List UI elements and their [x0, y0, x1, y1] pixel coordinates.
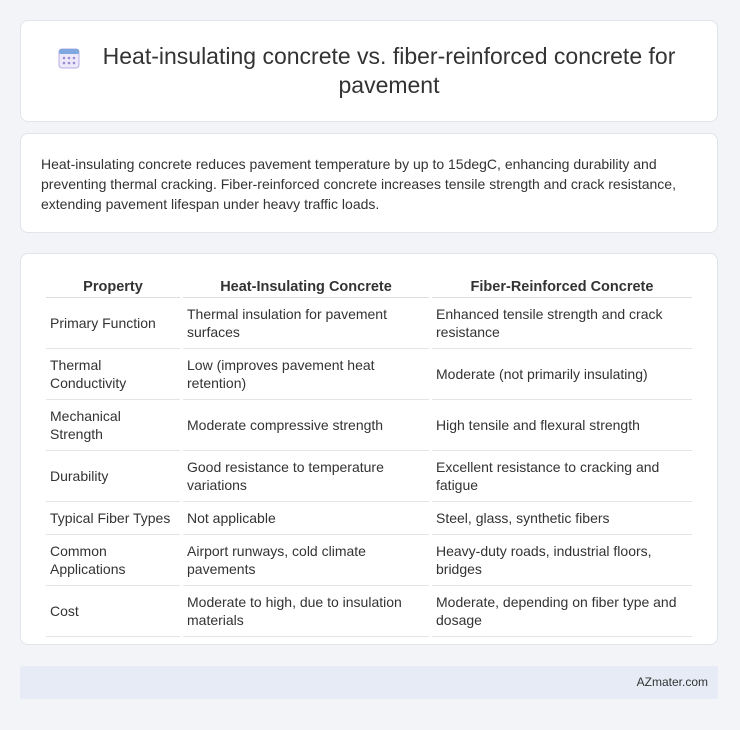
- comparison-table-card: [20, 253, 718, 645]
- cell-fiber-reinforced: Heavy-duty roads, industrial floors, bridges: [432, 535, 692, 586]
- header-fiber-reinforced: Fiber-Reinforced Concrete: [432, 274, 692, 298]
- cell-property: Common Applications: [46, 535, 180, 586]
- table-row: [46, 400, 692, 451]
- table-row: [46, 349, 692, 400]
- cell-fiber-reinforced: High tensile and flexural strength: [432, 400, 692, 451]
- cell-property: Primary Function: [46, 298, 180, 349]
- cell-property: Cost: [46, 586, 180, 637]
- cell-heat-insulating: Thermal insulation for pavement surfaces: [183, 298, 429, 349]
- summary-text: Heat-insulating concrete reduces pavement temperature by up to 15degC, enhancing durability and preventing thermal cracking. Fiber-reinforced concrete increases tensile strength and crack resistance, extending pavement lifespan under heavy traffic loads.: [41, 156, 676, 212]
- cell-heat-insulating: Not applicable: [183, 502, 429, 535]
- table-row: [46, 586, 692, 637]
- cell-property: Mechanical Strength: [46, 400, 180, 451]
- cell-property: Typical Fiber Types: [46, 502, 180, 535]
- summary-card: [20, 133, 718, 233]
- header-property: Property: [46, 274, 180, 298]
- cell-fiber-reinforced: Moderate, depending on fiber type and dosage: [432, 586, 692, 637]
- table-row: [46, 298, 692, 349]
- comparison-table: [43, 274, 695, 637]
- page-title: Heat-insulating concrete vs. fiber-reinforced concrete for pavement: [102, 43, 676, 98]
- table-header-row: [46, 274, 692, 298]
- cell-heat-insulating: Good resistance to temperature variations: [183, 451, 429, 502]
- title-card: [20, 20, 718, 122]
- cell-fiber-reinforced: Steel, glass, synthetic fibers: [432, 502, 692, 535]
- footer-bar: [20, 666, 718, 699]
- cell-heat-insulating: Airport runways, cold climate pavements: [183, 535, 429, 586]
- calendar-grid-icon: [57, 46, 81, 70]
- table-row: [46, 451, 692, 502]
- cell-heat-insulating: Low (improves pavement heat retention): [183, 349, 429, 400]
- cell-fiber-reinforced: Excellent resistance to cracking and fatigue: [432, 451, 692, 502]
- table-row: [46, 502, 692, 535]
- cell-property: Thermal Conductivity: [46, 349, 180, 400]
- header-heat-insulating: Heat-Insulating Concrete: [183, 274, 429, 298]
- footer-site-link[interactable]: AZmater.com: [636, 675, 708, 689]
- cell-fiber-reinforced: Enhanced tensile strength and crack resistance: [432, 298, 692, 349]
- cell-heat-insulating: Moderate compressive strength: [183, 400, 429, 451]
- table-row: [46, 535, 692, 586]
- cell-fiber-reinforced: Moderate (not primarily insulating): [432, 349, 692, 400]
- cell-heat-insulating: Moderate to high, due to insulation materials: [183, 586, 429, 637]
- cell-property: Durability: [46, 451, 180, 502]
- title-wrap: [49, 42, 689, 100]
